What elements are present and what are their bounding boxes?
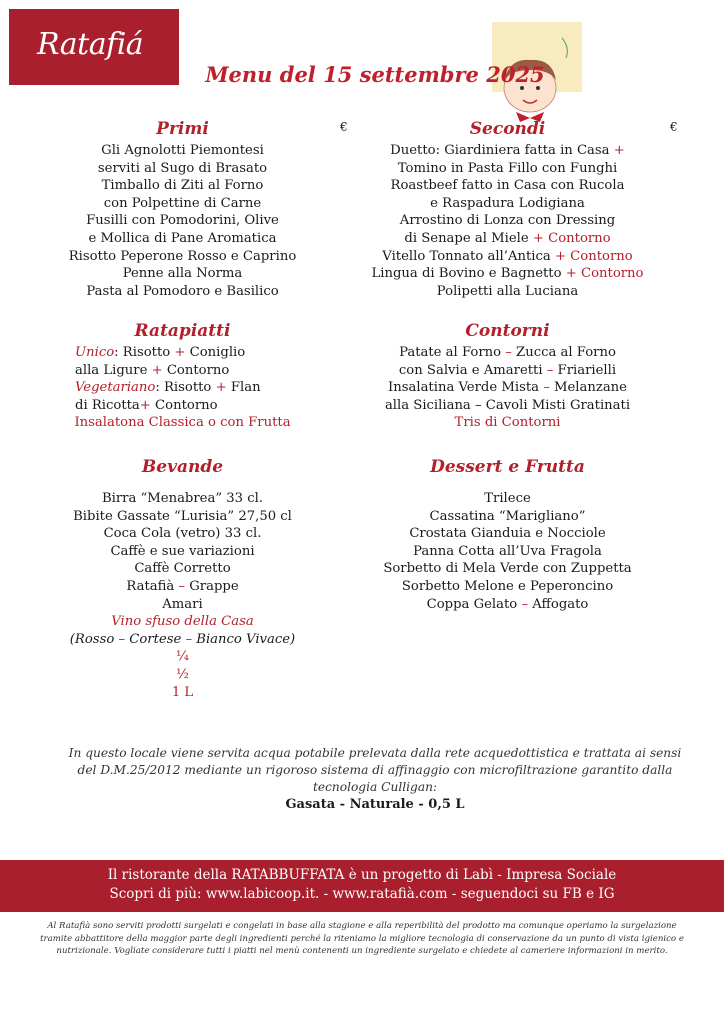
contorni-item: con Salvia e Amaretti – Friarielli: [398, 362, 617, 378]
euro-sign-secondi: €: [670, 120, 678, 134]
dessert-item: Panna Cotta all’Uva Fragola: [413, 543, 602, 559]
primi-item: e Mollica di Pane Aromatica: [88, 230, 277, 246]
ratapiatti-vegetariano-cont: di Ricotta+ Contorno: [75, 397, 218, 413]
secondi-item: e Raspadura Lodigiana: [430, 195, 585, 211]
brand-name: Ratafiá: [37, 27, 144, 62]
dessert-item: Coppa Gelato – Affogato: [426, 596, 589, 612]
dessert-item: Sorbetto Melone e Peperoncino: [401, 578, 614, 594]
primi-item: Fusilli con Pomodorini, Olive: [86, 213, 279, 229]
bevande-item: Caffè e sue variazioni: [110, 543, 255, 559]
secondi-item: Duetto: Giardiniera fatta in Casa +: [390, 143, 625, 158]
ratapiatti-vegetariano: Vegetariano: Risotto + Flan: [75, 380, 261, 396]
secondi-item: di Senape al Miele + Contorno: [404, 230, 611, 246]
contorni-tris: Tris di Contorni: [454, 415, 561, 431]
secondi-item: Roastbeef fatto in Casa con Rucola: [390, 178, 625, 194]
dessert-item: Crostata Gianduia e Nocciole: [409, 526, 606, 542]
primi-item: Pasta al Pomodoro e Basilico: [86, 283, 279, 299]
secondi-item: Arrostino di Lonza con Dressing: [399, 213, 616, 229]
section-primi: [60, 118, 305, 300]
vino-half: ½: [176, 666, 189, 682]
contorni-item: Patate al Forno – Zucca al Forno: [399, 345, 616, 360]
frozen-products-disclaimer: Al Ratafià sono serviti prodotti surgelati e congelati in base alla stagione e alla reperibilità del prodotto ma comunque operiamo la surgelazione tramite abbattitore della maggior parte degli ingredienti perché la riteniamo la migliore tecnologia di conservazione da un punto di vista igienico e nutrizionale. Vogliate considerare tutti i piatti nel menù contenenti un ingrediente surgelato e chiedete al cameriere informazioni in merito.: [40, 921, 684, 956]
contorni-header: Contorni: [465, 321, 550, 341]
euro-sign-primi: €: [340, 120, 348, 134]
dessert-item: Cassatina “Marigliano”: [429, 508, 586, 524]
bevande-item: Caffè Corretto: [134, 561, 231, 577]
vino-types: (Rosso – Cortese – Bianco Vivace): [69, 631, 296, 647]
vino-sfuso: Vino sfuso della Casa: [111, 614, 254, 630]
secondi-item: Tomino in Pasta Fillo con Funghi: [397, 160, 618, 176]
vino-quarter: ¼: [176, 649, 189, 665]
contorni-item: Insalatina Verde Mista – Melanzane: [388, 380, 627, 396]
section-secondi: [360, 118, 655, 300]
section-ratapiatti: [60, 320, 305, 432]
water-notice: [60, 745, 690, 813]
primi-header: Primi: [156, 119, 209, 139]
dessert-item: Sorbetto di Mela Verde con Zuppetta: [383, 561, 632, 577]
primi-item: Risotto Peperone Rosso e Caprino: [68, 248, 297, 264]
footer-bar: [0, 860, 724, 912]
secondi-item: Polipetti alla Luciana: [436, 283, 579, 299]
ratapiatti-unico-cont: alla Ligure + Contorno: [75, 362, 230, 378]
primi-item: Penne alla Norma: [122, 266, 243, 282]
dessert-item: Trilece: [484, 491, 531, 506]
secondi-header: Secondi: [469, 119, 546, 139]
footer-line-2: Scopri di più: www.labicoop.it. - www.ratafià.com - seguendoci su FB e IG: [109, 886, 615, 902]
contorni-item: alla Siciliana – Cavoli Misti Gratinati: [384, 397, 631, 413]
primi-item: serviti al Sugo di Brasato: [97, 160, 268, 176]
bevande-header: Bevande: [141, 457, 224, 477]
section-bevande: [60, 456, 305, 701]
primi-item: Timballo di Ziti al Forno: [101, 178, 264, 194]
footer-line-1: Il ristorante della RATABBUFFATA è un progetto di Labì - Impresa Sociale: [107, 867, 617, 883]
menu-title: Menu del 15 settembre 2025: [205, 62, 545, 87]
bevande-item: Amari: [162, 596, 203, 612]
primi-item: con Polpettine di Carne: [103, 195, 262, 211]
secondi-item: Vitello Tonnato all’Antica + Contorno: [382, 248, 633, 264]
primi-item: Gli Agnolotti Piemontesi: [101, 143, 264, 158]
section-contorni: [360, 320, 655, 432]
bevande-item: Coca Cola (vetro) 33 cl.: [103, 526, 262, 542]
bevande-item: Birra “Menabrea” 33 cl.: [101, 491, 264, 506]
bevande-item: Bibite Gassate “Lurisia” 27,50 cl: [73, 508, 292, 524]
dessert-header: Dessert e Frutta: [430, 457, 585, 477]
ratapiatti-unico: Unico: Risotto + Coniglio: [75, 345, 246, 360]
water-options: Gasata - Naturale - 0,5 L: [285, 797, 465, 812]
ratapiatti-insalatona: Insalatona Classica o con Frutta: [74, 415, 291, 431]
bevande-item: Ratafià – Grappe: [126, 578, 239, 594]
secondi-item: Lingua di Bovino e Bagnetto + Contorno: [371, 266, 644, 282]
water-notice-text: In questo locale viene servita acqua potabile prelevata dalla rete acquedottistica e trattata ai sensi del D.M.25/2012 mediante un rigoroso sistema di affinaggio con microfiltrazione garantito dalla tecnologia Culligan:: [68, 746, 682, 794]
vino-liter: 1 L: [171, 684, 194, 700]
section-dessert: [360, 456, 655, 613]
ratapiatti-header: Ratapiatti: [134, 321, 231, 341]
